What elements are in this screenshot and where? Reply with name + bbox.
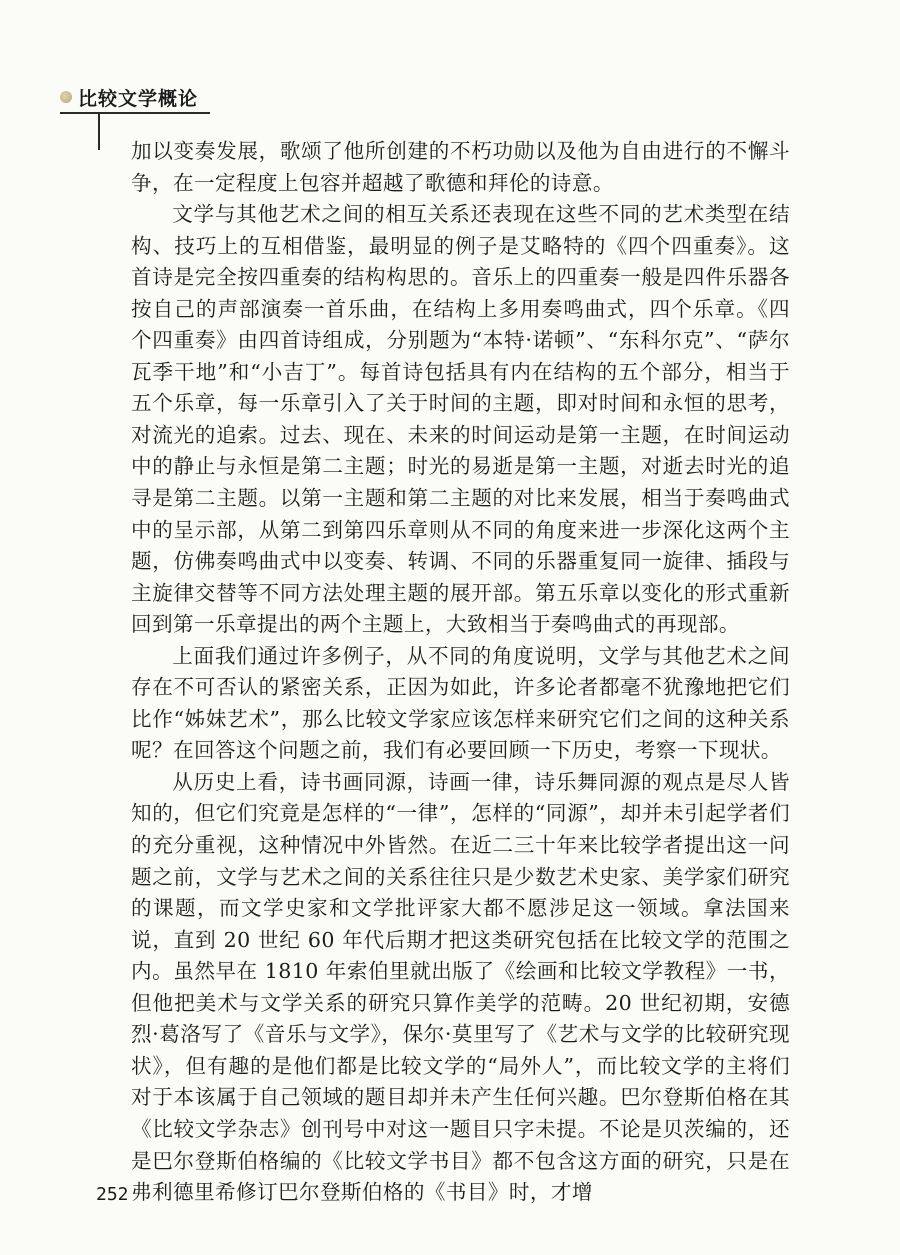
page-number: 252	[96, 1184, 129, 1205]
paragraph-continued: 加以变奏发展，歌颂了他所创建的不朽功勋以及他为自由进行的不懈斗争，在一定程度上包容并超越了歌德和拜伦的诗意。	[131, 139, 790, 195]
body-text	[131, 136, 790, 1209]
paragraph: 上面我们通过许多例子，从不同的角度说明，文学与其他艺术之间存在不可否认的紧密关系，正因为如此，许多论者都毫不犹豫地把它们比作“姊妹艺术”，那么比较文学家应该怎样来研究它们之间的这种关系呢？在回答这个问题之前，我们有必要回顾一下历史，考察一下现状。	[131, 643, 790, 763]
paragraph: 文学与其他艺术之间的相互关系还表现在这些不同的艺术类型在结构、技巧上的互相借鉴，最明显的例子是艾略特的《四个四重奏》。这首诗是完全按四重奏的结构构思的。音乐上的四重奏一般是四件乐器各按自己的声部演奏一首乐曲，在结构上多用奏鸣曲式，四个乐章。《四个四重奏》由四首诗组成，分别题为“本特·诺顿”、“东科尔克”、“萨尔瓦季干地”和“小吉丁”。每首诗包括具有内在结构的五个部分，相当于五个乐章，每一乐章引入了关于时间的主题，即对时间和永恒的思考，对流光的追索。过去、现在、未来的时间运动是第一主题，在时间运动中的静止与永恒是第二主题；时光的易逝是第一主题，对逝去时光的追寻是第二主题。以第一主题和第二主题的对比来发展，相当于奏鸣曲式中的呈示部，从第二到第四乐章则从不同的角度来进一步深化这两个主题，仿佛奏鸣曲式中以变奏、转调、不同的乐器重复同一旋律、插段与主旋律交替等不同方法处理主题的展开部。第五乐章以变化的形式重新回到第一乐章提出的两个主题上，大致相当于奏鸣曲式的再现部。	[131, 202, 790, 637]
paragraph: 从历史上看，诗书画同源，诗画一律，诗乐舞同源的观点是尽人皆知的，但它们究竟是怎样的“一律”，怎样的“同源”，却并未引起学者们的充分重视，这种情况中外皆然。在近二三十年来比较学者提出这一问题之前，文学与艺术之间的关系往往只是少数艺术史家、美学家们研究的课题，而文学史家和文学批评家大都不愿涉足这一领域。拿法国来说，直到 20 世纪 60 年代后期才把这类研究包括在比较文学的范围之内。虽然早在 1810 年索伯里就出版了《绘画和比较文学教程》一书，但他把美术与文学关系的研究只算作美学的范畴。20 世纪初期，安德烈·葛洛写了《音乐与文学》，保尔·莫里写了《艺术与文学的比较研究现状》，但有趣的是他们都是比较文学的“局外人”，而比较文学的主将们对于本该属于自己领域的题目却并未产生任何兴趣。巴尔登斯伯格在其《比较文学杂志》创刊号中对这一题目只字未提。不论是贝茨编的，还是巴尔登斯伯格编的《比较文学书目》都不包含这方面的研究，只是在弗利德里希修订巴尔登斯伯格的《书目》时，才增	[131, 769, 790, 1205]
header-rule-vertical	[98, 112, 100, 150]
header-rule-horizontal	[60, 112, 210, 114]
header-ornament-icon	[60, 91, 72, 103]
running-header	[60, 84, 198, 110]
book-title: 比较文学概论	[78, 87, 199, 110]
